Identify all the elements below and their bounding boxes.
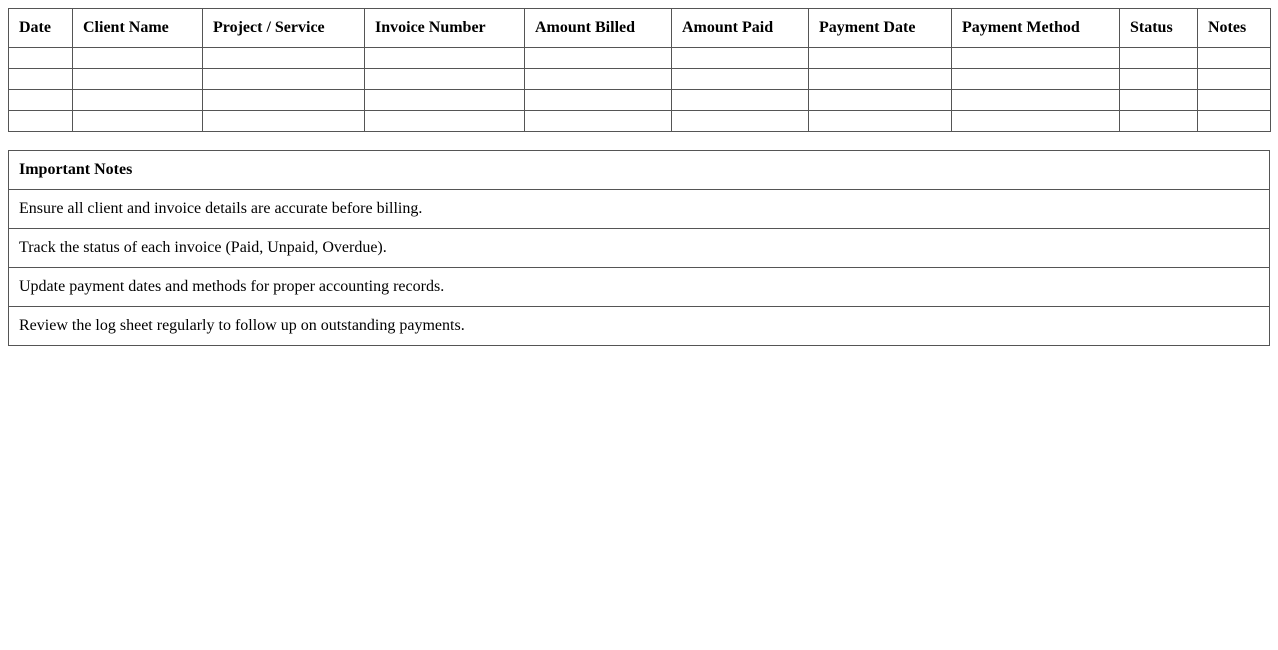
table-cell-project-service[interactable] bbox=[203, 111, 365, 132]
column-header-status: Status bbox=[1120, 9, 1198, 48]
table-cell-payment-method[interactable] bbox=[952, 90, 1120, 111]
table-cell-notes[interactable] bbox=[1198, 69, 1271, 90]
table-cell-invoice-number[interactable] bbox=[365, 48, 525, 69]
list-item bbox=[9, 268, 1270, 307]
table-cell-payment-date[interactable] bbox=[809, 90, 952, 111]
column-header-project-service: Project / Service bbox=[203, 9, 365, 48]
table-cell-amount-paid[interactable] bbox=[672, 90, 809, 111]
notes-title: Important Notes bbox=[9, 151, 1270, 190]
list-item bbox=[9, 190, 1270, 229]
table-cell-payment-date[interactable] bbox=[809, 48, 952, 69]
table-cell-client-name[interactable] bbox=[73, 48, 203, 69]
table-cell-amount-billed[interactable] bbox=[525, 69, 672, 90]
table-row bbox=[9, 48, 1271, 69]
table-row bbox=[9, 90, 1271, 111]
table-cell-notes[interactable] bbox=[1198, 48, 1271, 69]
table-cell-amount-paid[interactable] bbox=[672, 69, 809, 90]
column-header-payment-date: Payment Date bbox=[809, 9, 952, 48]
column-header-client-name: Client Name bbox=[73, 9, 203, 48]
table-cell-date[interactable] bbox=[9, 90, 73, 111]
table-cell-amount-billed[interactable] bbox=[525, 48, 672, 69]
column-header-notes: Notes bbox=[1198, 9, 1271, 48]
table-cell-client-name[interactable] bbox=[73, 111, 203, 132]
table-cell-project-service[interactable] bbox=[203, 48, 365, 69]
table-cell-status[interactable] bbox=[1120, 111, 1198, 132]
table-cell-client-name[interactable] bbox=[73, 69, 203, 90]
column-header-invoice-number: Invoice Number bbox=[365, 9, 525, 48]
table-cell-project-service[interactable] bbox=[203, 90, 365, 111]
list-item bbox=[9, 307, 1270, 346]
column-header-amount-billed: Amount Billed bbox=[525, 9, 672, 48]
table-cell-date[interactable] bbox=[9, 48, 73, 69]
table-cell-payment-method[interactable] bbox=[952, 111, 1120, 132]
table-cell-status[interactable] bbox=[1120, 48, 1198, 69]
table-cell-project-service[interactable] bbox=[203, 69, 365, 90]
column-header-date: Date bbox=[9, 9, 73, 48]
table-cell-invoice-number[interactable] bbox=[365, 111, 525, 132]
table-cell-date[interactable] bbox=[9, 111, 73, 132]
table-cell-payment-method[interactable] bbox=[952, 48, 1120, 69]
note-item: Track the status of each invoice (Paid, Unpaid, Overdue). bbox=[9, 229, 1270, 268]
table-cell-payment-method[interactable] bbox=[952, 69, 1120, 90]
table-cell-invoice-number[interactable] bbox=[365, 69, 525, 90]
table-row bbox=[9, 111, 1271, 132]
table-cell-status[interactable] bbox=[1120, 69, 1198, 90]
table-cell-amount-billed[interactable] bbox=[525, 111, 672, 132]
note-item: Review the log sheet regularly to follow up on outstanding payments. bbox=[9, 307, 1270, 346]
table-header-row bbox=[9, 9, 1271, 48]
column-header-payment-method: Payment Method bbox=[952, 9, 1120, 48]
important-notes-table bbox=[8, 150, 1270, 346]
table-cell-payment-date[interactable] bbox=[809, 69, 952, 90]
list-item bbox=[9, 229, 1270, 268]
column-header-amount-paid: Amount Paid bbox=[672, 9, 809, 48]
table-cell-status[interactable] bbox=[1120, 90, 1198, 111]
notes-header-row bbox=[9, 151, 1270, 190]
table-cell-date[interactable] bbox=[9, 69, 73, 90]
table-cell-notes[interactable] bbox=[1198, 111, 1271, 132]
table-cell-amount-paid[interactable] bbox=[672, 111, 809, 132]
table-cell-notes[interactable] bbox=[1198, 90, 1271, 111]
table-cell-client-name[interactable] bbox=[73, 90, 203, 111]
invoice-log-table bbox=[8, 8, 1271, 132]
table-cell-invoice-number[interactable] bbox=[365, 90, 525, 111]
note-item: Ensure all client and invoice details are accurate before billing. bbox=[9, 190, 1270, 229]
note-item: Update payment dates and methods for proper accounting records. bbox=[9, 268, 1270, 307]
table-cell-amount-billed[interactable] bbox=[525, 90, 672, 111]
table-cell-payment-date[interactable] bbox=[809, 111, 952, 132]
table-row bbox=[9, 69, 1271, 90]
table-cell-amount-paid[interactable] bbox=[672, 48, 809, 69]
